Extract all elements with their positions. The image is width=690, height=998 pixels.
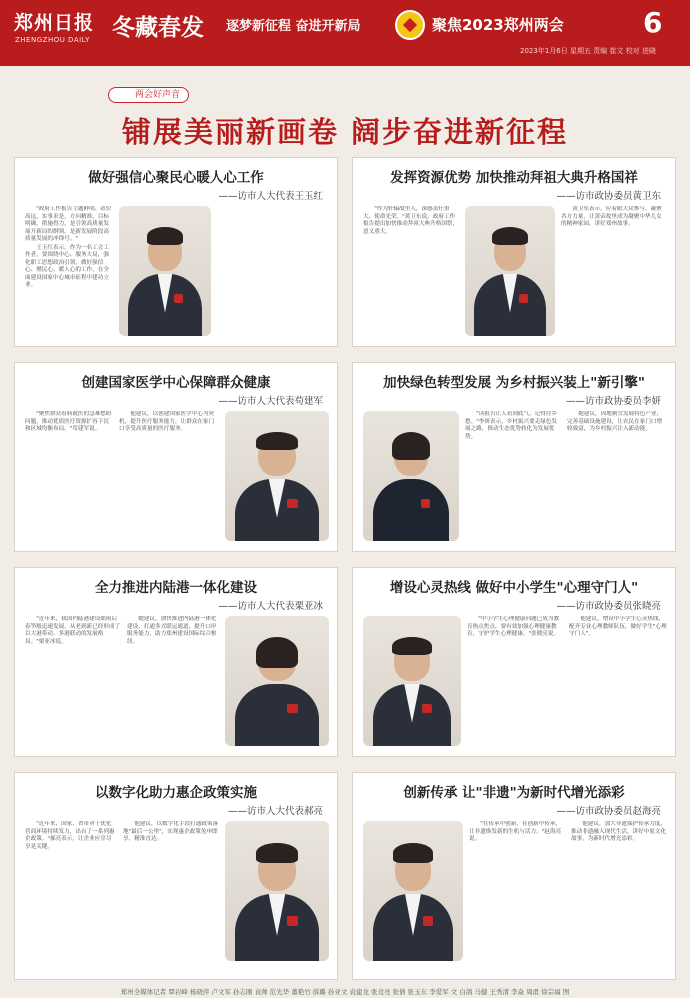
article-title: 增设心灵热线 做好中小学生"心理守门人" xyxy=(389,580,639,596)
article-byline: ——访市人大代表苟建军 xyxy=(218,396,323,407)
slogan-sub: 逐梦新征程 奋进开新局 xyxy=(226,19,361,34)
article-byline: ——访市人大代表栗亚冰 xyxy=(218,601,323,612)
paper-name-en: ZHENGZHOU DAILY xyxy=(15,36,90,44)
article-paragraph: "读报告让人看到底气，记得住乡愁。"李妍表示，乡村振兴要走绿色发展之路，推动生态优势转化为发展优势。 xyxy=(465,411,558,440)
focus-banner: 聚焦2023郑州两会 xyxy=(432,16,564,34)
article-body xyxy=(219,206,329,336)
article-paragraph: 他建议，以数字化手段打通政策落地"最后一公里"，实现惠企政策免申即享、精准直达。 xyxy=(123,821,219,842)
article-byline: ——访市政协委员李妍 xyxy=(565,396,661,407)
article-paragraph: "聚焦群众看病就医的急难愁盼问题，推动优质医疗资源扩容下沉和区域均衡布局。"苟建军说。 xyxy=(25,411,112,432)
article-paragraph: "中小学生心理健康问题已成为教育热点焦点，要有效加强心理健康教育，守护学生心理健康。"张晓亮说。 xyxy=(467,616,560,637)
article-byline: ——访市政协委员张晓亮 xyxy=(556,601,661,612)
portrait-photo xyxy=(225,616,329,746)
article-body xyxy=(465,411,561,541)
article-title: 创新传承 让"非遗"为新时代增光添彩 xyxy=(403,785,625,801)
national-emblem-icon xyxy=(395,10,425,40)
article-body xyxy=(127,616,219,746)
article-card xyxy=(14,567,338,757)
portrait-photo xyxy=(465,206,555,336)
portrait-photo xyxy=(225,411,329,541)
article-body xyxy=(25,206,113,336)
article-byline: ——访市人大代表郝亮 xyxy=(227,806,323,817)
paper-name: 郑州日报 xyxy=(14,12,95,34)
page-headline: 铺展美丽新画卷 阔步奋进新征程 xyxy=(121,115,569,149)
article-card xyxy=(352,567,676,757)
portrait-photo xyxy=(363,821,463,961)
article-body xyxy=(363,206,459,336)
article-paragraph: 他建议，加大非遗保护传承力度，推动非遗融入现代生活，讲好中原文化故事，为新时代增光添彩。 xyxy=(571,821,667,842)
article-body xyxy=(25,616,121,746)
article-paragraph: "作为轩辕故里人，深感责任重大、使命光荣。"黄卫东说，政府工作报告提出加快推动拜祖大典升格国祭，意义重大。 xyxy=(363,206,459,235)
portrait-photo xyxy=(225,821,329,961)
article-card xyxy=(352,772,676,980)
article-paragraph: 他建议，增设中小学生心灵热线，配齐专业心理教师队伍，做好学生"心理守门人"。 xyxy=(569,616,667,637)
article-title: 全力推进内陆港一体化建设 xyxy=(95,580,257,596)
article-body xyxy=(567,411,667,541)
article-title: 以数字化助力惠企政策实施 xyxy=(95,785,257,801)
article-paragraph: 她建议，因地制宜发展特色产业，完善基础设施建设，让农民在家门口增收致富，为乡村振兴注入新动能。 xyxy=(567,411,663,432)
article-paragraph: "政府工作报告主题鲜明、站位高远，实事求是，方向精准，目标明确、措施得力，是引领高质量发展开新局的纲领，是新发展阶段高质量发展的冲锋号。" xyxy=(25,206,112,242)
article-body xyxy=(561,206,667,336)
slogan-main: 冬藏春发 xyxy=(112,14,204,41)
article-title: 发挥资源优势 加快推动拜祖大典升格国祥 xyxy=(390,170,638,186)
article-body xyxy=(469,821,565,971)
article-byline: ——访市政协委员黄卫东 xyxy=(556,191,661,202)
article-card xyxy=(14,362,338,552)
article-body xyxy=(119,411,219,541)
page-number: 6 xyxy=(643,6,663,39)
photo-credits: 郑州全媒体记者 覃岩峰 杨晓萍 卢文军 孙志刚 袁帅 范光华 董艳竹 薛璐 孙亚文 袁建龙 张竞亮 张倩 张玉东 李爱军 文 白鸽 马健 王秀清 李焱 周甬 徐宗福 图 xyxy=(120,988,570,996)
portrait-photo xyxy=(363,616,461,746)
article-body xyxy=(467,616,563,746)
article-byline: ——访市政协委员赵海亮 xyxy=(556,806,661,817)
masthead xyxy=(0,0,690,66)
article-body xyxy=(123,821,219,971)
article-paragraph: "在传承中创新，在创新中传承，让非遗焕发新的生机与活力。"赵海亮说。 xyxy=(469,821,562,842)
dateline: 2023年1月6日 星期五 责编 崔文 校对 进晓 xyxy=(520,47,656,55)
article-paragraph: 王玉红表示，作为一名工会工作者，要围绕中心、服务大局，强化职工思想政治引领，做好强信心、聚民心、暖人心的工作，在全面建设国家中心城市征程中建功立业。 xyxy=(25,244,109,288)
portrait-photo xyxy=(363,411,459,541)
article-title: 加快绿色转型发展 为乡村振兴装上"新引擎" xyxy=(383,375,645,391)
section-tag: 两会好声音 xyxy=(108,87,189,103)
article-card xyxy=(14,772,338,980)
article-body xyxy=(569,616,667,746)
article-card xyxy=(352,362,676,552)
article-body xyxy=(25,411,113,541)
article-card xyxy=(352,157,676,347)
article-body xyxy=(25,821,117,971)
article-byline: ——访市人大代表王玉红 xyxy=(218,191,323,202)
article-paragraph: 他建议，以创建国家医学中心为契机，提升医疗服务能力，让群众在家门口享受高质量的医疗服务。 xyxy=(119,411,215,432)
article-body xyxy=(571,821,667,971)
article-title: 做好强信心聚民心暖人心工作 xyxy=(88,170,264,186)
article-paragraph: 她建议，加快推进内陆港一体化建设，打通多式联运通道，提升口岸服务能力，助力郑州建设国际综合枢纽。 xyxy=(127,616,217,645)
article-card xyxy=(14,157,338,347)
portrait-photo xyxy=(119,206,211,336)
article-paragraph: "近年来，国家、省市对于优化营商环境持续发力，出台了一系列惠企政策。"郝亮表示，让企业应享尽享是关键。 xyxy=(25,821,115,850)
article-paragraph: 黄卫东表示，应着眼大众参与、凝聚各方力量，让黄帝故里成为凝聚中华儿女的精神家园，讲好郑州故事。 xyxy=(561,206,662,227)
article-paragraph: "近年来，我国内陆港建设如雨后春笋般迅速发展，从老到新已经形成了以大港带动、多港联动的发展格局。"栗亚冰说。 xyxy=(25,616,121,645)
article-title: 创建国家医学中心保障群众健康 xyxy=(81,375,271,391)
